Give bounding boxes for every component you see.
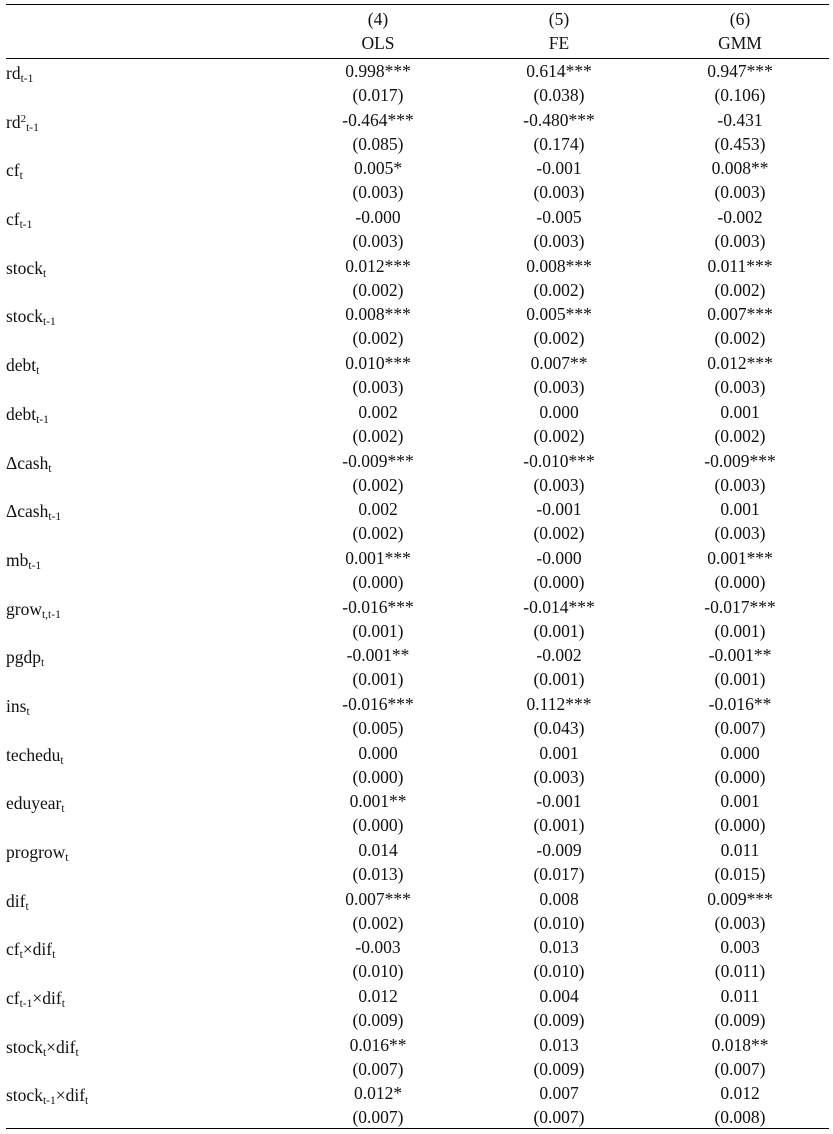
coefficient-cell: 0.000 <box>358 742 398 763</box>
variable-name: cf <box>6 209 20 230</box>
standard-error-cell: (0.003) <box>352 377 404 398</box>
table-bottom-rule <box>6 1128 829 1129</box>
row-label <box>6 499 61 523</box>
standard-error-cell: (0.002) <box>533 279 585 300</box>
column-header-6 <box>660 7 820 55</box>
standard-error-cell: (0.009) <box>533 1058 585 1079</box>
coefficient-cell: 0.011 <box>720 986 760 1007</box>
variable-superscript: 2 <box>20 112 27 125</box>
row-label <box>6 402 49 426</box>
row-label <box>6 791 65 815</box>
standard-error-cell: (0.000) <box>352 571 404 592</box>
standard-error-cell: (0.001) <box>714 669 766 690</box>
variable-name: debt <box>6 355 37 376</box>
table-row <box>0 643 833 692</box>
row-label <box>6 1083 88 1107</box>
standard-error-cell: (0.010) <box>533 912 585 933</box>
coefficient-cell: -0.009 <box>536 840 582 860</box>
coefficient-cell: 0.614*** <box>526 61 592 81</box>
variable-subscript: t-1 <box>20 73 34 85</box>
variable-subscript: t <box>42 1046 47 1059</box>
row-label <box>6 889 29 913</box>
row-label <box>6 645 44 669</box>
coefficient-cell: 0.000 <box>720 742 760 763</box>
variable-name: grow <box>6 598 42 619</box>
variable-name: dif <box>6 890 26 911</box>
standard-error-cell: (0.002) <box>352 523 404 544</box>
variable-name: Δcash <box>6 452 49 473</box>
coefficient-cell: 0.016** <box>349 1034 407 1055</box>
table-row <box>0 595 833 644</box>
coefficient-cell: -0.001** <box>346 645 410 666</box>
table-row <box>0 449 833 498</box>
standard-error-cell: (0.009) <box>352 1010 404 1031</box>
standard-error-cell: (0.002) <box>352 279 404 300</box>
standard-error-cell: (0.000) <box>352 766 404 787</box>
coefficient-cell: -0.431 <box>717 109 763 130</box>
table-row <box>0 351 833 400</box>
standard-error-cell: (0.003) <box>352 231 404 252</box>
table-row <box>0 546 833 595</box>
coefficient-cell: -0.480*** <box>523 109 595 130</box>
standard-error-cell: (0.003) <box>352 182 404 203</box>
table-row <box>0 205 833 254</box>
variable-name: pgdp <box>6 647 41 668</box>
standard-error-cell: (0.000) <box>714 766 766 787</box>
coefficient-cell: -0.001** <box>708 645 772 666</box>
variable-subscript: t <box>60 754 64 767</box>
standard-error-cell: (0.009) <box>533 1010 585 1031</box>
coefficient-cell: -0.016*** <box>342 596 414 617</box>
coefficient-cell: -0.464*** <box>342 109 414 130</box>
standard-error-cell: (0.002) <box>533 328 585 349</box>
table-top-rule <box>6 4 829 5</box>
standard-error-cell: (0.011) <box>714 961 766 982</box>
standard-error-cell: (0.003) <box>533 766 585 787</box>
table-row <box>0 984 833 1033</box>
column-method: GMM <box>718 33 762 53</box>
coefficient-cell: -0.000 <box>536 547 582 568</box>
standard-error-cell: (0.002) <box>352 425 404 446</box>
row-label <box>6 937 55 961</box>
coefficient-cell: 0.012* <box>353 1083 403 1104</box>
table-row <box>0 400 833 449</box>
variable-subscript: t <box>42 267 47 280</box>
row-label <box>6 1035 79 1059</box>
coefficient-cell: 0.947*** <box>707 61 773 81</box>
table-header <box>0 7 833 57</box>
coefficient-cell: 0.000 <box>539 401 579 422</box>
variable-subscript: t-1 <box>26 121 39 134</box>
variable-subscript: t-1 <box>28 559 42 572</box>
table-row <box>0 741 833 790</box>
row-label <box>6 207 32 231</box>
standard-error-cell: (0.003) <box>533 231 585 252</box>
variable-subscript: t-1 <box>42 1095 56 1108</box>
standard-error-cell: (0.007) <box>714 1058 766 1079</box>
table-row <box>0 497 833 546</box>
standard-error-cell: (0.002) <box>714 425 766 446</box>
column-header-4 <box>298 7 458 55</box>
variable-subscript: t <box>36 365 40 378</box>
coefficient-cell: -0.010*** <box>523 450 595 471</box>
coefficient-cell: 0.001** <box>349 791 407 812</box>
variable-name: stock <box>6 306 43 327</box>
column-method: OLS <box>361 33 395 53</box>
variable-name: mb <box>6 549 29 570</box>
row-label <box>6 110 39 134</box>
standard-error-cell: (0.001) <box>352 669 404 690</box>
variable-name: cf <box>6 988 20 1009</box>
coefficient-cell: -0.016** <box>708 693 772 714</box>
column-method: FE <box>548 33 570 53</box>
coefficient-cell: -0.003 <box>355 937 401 958</box>
variable-name: stock <box>6 1085 43 1106</box>
row-label <box>6 694 30 718</box>
coefficient-cell: 0.018** <box>711 1034 769 1055</box>
coefficient-cell: -0.000 <box>355 207 401 228</box>
coefficient-cell: 0.012*** <box>707 353 773 374</box>
variable-subscript: t-1 <box>42 316 56 329</box>
standard-error-cell: (0.017) <box>352 85 404 105</box>
coefficient-cell: -0.001 <box>536 791 582 812</box>
variable-name: eduyear <box>6 793 62 814</box>
variable-subscript: t-1 <box>48 511 62 524</box>
standard-error-cell: (0.453) <box>714 133 766 154</box>
standard-error-cell: (0.085) <box>352 133 404 154</box>
row-label <box>6 353 39 377</box>
coefficient-cell: -0.001 <box>536 499 582 520</box>
coefficient-cell: 0.003 <box>720 937 760 958</box>
standard-error-cell: (0.013) <box>352 864 404 884</box>
standard-error-cell: (0.003) <box>533 182 585 203</box>
variable-subscript: t <box>19 170 23 183</box>
coefficient-cell: -0.009*** <box>704 450 776 471</box>
standard-error-cell: (0.002) <box>352 912 404 933</box>
standard-error-cell: (0.038) <box>533 85 585 105</box>
standard-error-cell: (0.106) <box>714 85 766 105</box>
standard-error-cell: (0.000) <box>714 815 766 836</box>
standard-error-cell: (0.003) <box>533 377 585 398</box>
standard-error-cell: (0.001) <box>533 815 585 836</box>
coefficient-cell: 0.007*** <box>707 304 773 325</box>
coefficient-cell: 0.012 <box>358 986 398 1007</box>
table-row <box>0 1033 833 1082</box>
standard-error-cell: (0.002) <box>714 279 766 300</box>
row-label <box>6 451 52 475</box>
standard-error-cell: (0.002) <box>352 474 404 495</box>
variable-name: Δcash <box>6 501 49 522</box>
coefficient-cell: 0.005*** <box>526 304 592 325</box>
table-row <box>0 254 833 303</box>
table-row <box>0 108 833 157</box>
standard-error-cell: (0.007) <box>714 717 766 738</box>
interaction-subscript: t <box>61 998 65 1011</box>
variable-subscript: t <box>41 657 45 670</box>
coefficient-cell: 0.013 <box>539 937 579 958</box>
variable-subscript: t-1 <box>19 998 33 1011</box>
coefficient-cell: 0.012*** <box>345 255 411 276</box>
variable-subscript: t,t-1 <box>41 608 61 621</box>
variable-subscript: t <box>65 852 69 864</box>
standard-error-cell: (0.003) <box>714 182 766 203</box>
coefficient-cell: -0.009*** <box>342 450 414 471</box>
interaction-term: ×dif <box>32 988 62 1009</box>
variable-name: debt <box>6 403 37 424</box>
column-number: (4) <box>367 9 389 29</box>
variable-subscript: t <box>26 705 30 718</box>
column-header-5 <box>479 7 639 55</box>
coefficient-cell: -0.014*** <box>523 596 595 617</box>
variable-subscript: t <box>19 949 23 962</box>
coefficient-cell: 0.008*** <box>526 255 592 276</box>
row-label <box>6 61 33 85</box>
row-label <box>6 304 56 328</box>
coefficient-cell: -0.016*** <box>342 693 414 714</box>
coefficient-cell: 0.011*** <box>707 255 773 276</box>
standard-error-cell: (0.001) <box>533 620 585 641</box>
coefficient-cell: 0.001*** <box>345 547 411 568</box>
variable-name: techedu <box>6 744 61 765</box>
coefficient-cell: 0.007*** <box>345 888 411 909</box>
column-number: (6) <box>729 9 751 29</box>
coefficient-cell: 0.001 <box>720 499 760 520</box>
table-row <box>0 1081 833 1130</box>
variable-subscript: t <box>61 803 65 816</box>
standard-error-cell: (0.007) <box>533 1107 585 1128</box>
coefficient-cell: 0.998*** <box>345 61 411 81</box>
variable-name: progrow <box>6 842 66 862</box>
table-row <box>0 302 833 351</box>
coefficient-cell: 0.008*** <box>345 304 411 325</box>
standard-error-cell: (0.002) <box>533 523 585 544</box>
variable-name: cf <box>6 939 20 960</box>
standard-error-cell: (0.002) <box>714 328 766 349</box>
standard-error-cell: (0.003) <box>714 377 766 398</box>
interaction-term: ×dif <box>46 1036 76 1057</box>
coefficient-cell: 0.002 <box>358 401 398 422</box>
coefficient-cell: 0.008 <box>539 888 579 909</box>
standard-error-cell: (0.002) <box>533 425 585 446</box>
table-row <box>0 887 833 936</box>
row-label <box>6 548 41 572</box>
coefficient-cell: 0.008** <box>711 158 769 179</box>
row-label <box>6 743 64 767</box>
interaction-term: ×dif <box>22 939 53 960</box>
standard-error-cell: (0.005) <box>352 717 404 738</box>
variable-name: rd <box>6 111 21 132</box>
coefficient-cell: 0.014 <box>358 840 398 860</box>
standard-error-cell: (0.003) <box>714 523 766 544</box>
standard-error-cell: (0.174) <box>533 133 585 154</box>
coefficient-cell: 0.010*** <box>345 353 411 374</box>
row-label <box>6 986 65 1010</box>
standard-error-cell: (0.003) <box>533 474 585 495</box>
coefficient-cell: 0.007** <box>530 353 588 374</box>
standard-error-cell: (0.000) <box>714 571 766 592</box>
variable-name: rd <box>6 63 21 83</box>
coefficient-cell: 0.001 <box>720 791 760 812</box>
coefficient-cell: 0.001 <box>539 742 579 763</box>
variable-subscript: t-1 <box>19 219 33 232</box>
standard-error-cell: (0.003) <box>714 912 766 933</box>
coefficient-cell: -0.017*** <box>704 596 776 617</box>
row-label <box>6 256 46 280</box>
column-number: (5) <box>548 9 570 29</box>
standard-error-cell: (0.001) <box>714 620 766 641</box>
standard-error-cell: (0.007) <box>352 1107 404 1128</box>
interaction-term: ×dif <box>55 1085 86 1106</box>
standard-error-cell: (0.000) <box>533 571 585 592</box>
variable-subscript: t <box>48 462 52 475</box>
coefficient-cell: 0.002 <box>358 499 398 520</box>
interaction-subscript: t <box>52 949 56 962</box>
standard-error-cell: (0.009) <box>714 1010 766 1031</box>
coefficient-cell: 0.007 <box>539 1083 579 1104</box>
coefficient-cell: 0.004 <box>539 986 579 1007</box>
table-row <box>0 156 833 205</box>
standard-error-cell: (0.000) <box>352 815 404 836</box>
coefficient-cell: 0.001 <box>720 401 760 422</box>
standard-error-cell: (0.043) <box>533 717 585 738</box>
variable-name: stock <box>6 257 43 278</box>
standard-error-cell: (0.003) <box>714 474 766 495</box>
table-row <box>0 838 833 887</box>
table-row <box>0 59 833 108</box>
standard-error-cell: (0.001) <box>352 620 404 641</box>
variable-name: ins <box>6 695 27 716</box>
standard-error-cell: (0.002) <box>352 328 404 349</box>
row-label <box>6 158 23 182</box>
row-label <box>6 597 61 621</box>
coefficient-cell: 0.012 <box>720 1083 760 1104</box>
coefficient-cell: -0.002 <box>717 207 763 228</box>
interaction-subscript: t <box>75 1046 79 1059</box>
standard-error-cell: (0.017) <box>533 864 585 884</box>
row-label <box>6 840 69 864</box>
coefficient-cell: 0.009*** <box>707 888 773 909</box>
coefficient-cell: 0.013 <box>539 1034 579 1055</box>
interaction-subscript: t <box>85 1095 89 1108</box>
table-row <box>0 789 833 838</box>
variable-subscript: t <box>25 900 29 913</box>
table-body <box>0 59 833 1130</box>
table-row <box>0 692 833 741</box>
standard-error-cell: (0.010) <box>533 961 585 982</box>
standard-error-cell: (0.010) <box>352 961 404 982</box>
coefficient-cell: -0.002 <box>536 645 582 666</box>
standard-error-cell: (0.008) <box>714 1107 766 1128</box>
coefficient-cell: -0.001 <box>536 158 582 179</box>
variable-subscript: t-1 <box>36 413 49 426</box>
coefficient-cell: -0.005 <box>536 207 582 228</box>
variable-name: cf <box>6 160 20 181</box>
standard-error-cell: (0.003) <box>714 231 766 252</box>
coefficient-cell: 0.011 <box>720 840 760 860</box>
variable-name: stock <box>6 1036 43 1057</box>
coefficient-cell: 0.001*** <box>707 547 773 568</box>
table-row <box>0 935 833 984</box>
coefficient-cell: 0.005* <box>353 158 403 179</box>
standard-error-cell: (0.001) <box>533 669 585 690</box>
coefficient-cell: 0.112*** <box>526 693 592 714</box>
standard-error-cell: (0.007) <box>352 1058 404 1079</box>
standard-error-cell: (0.015) <box>714 864 766 884</box>
